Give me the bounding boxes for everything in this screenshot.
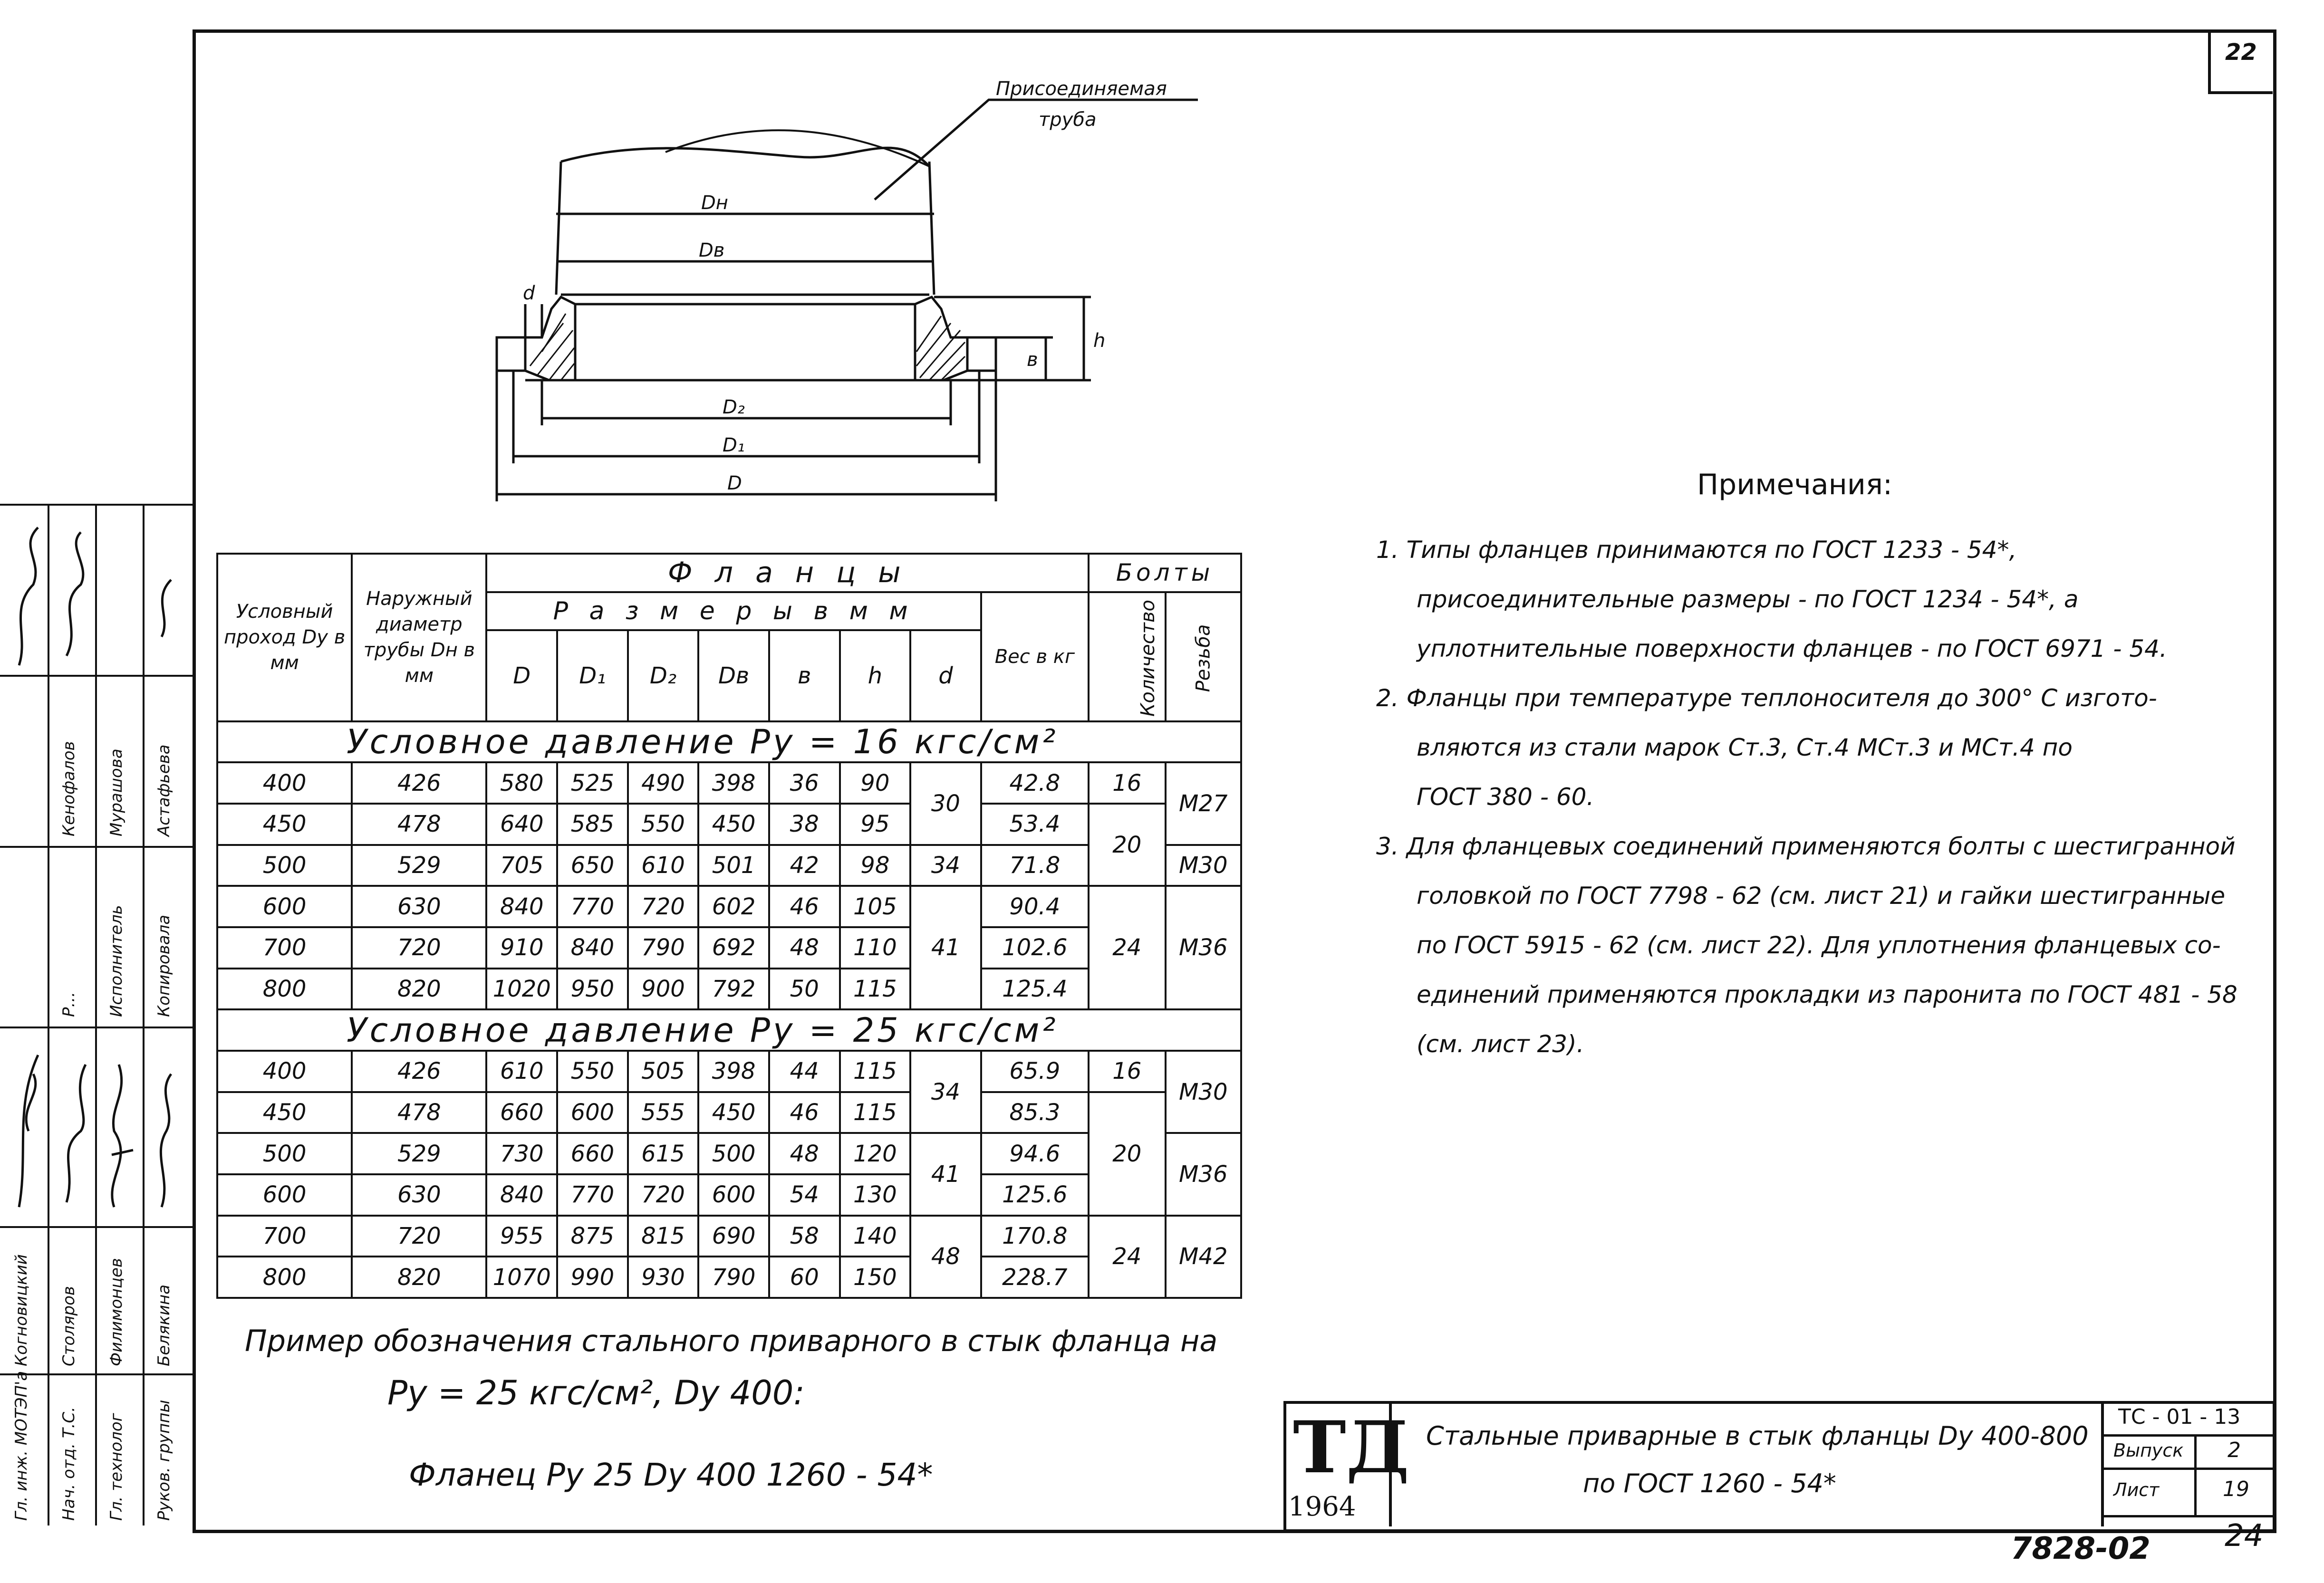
title-line-2: по ГОСТ 1260 - 54*: [1583, 1468, 1836, 1498]
table-row: 500 529 705 650 610 501 42 98 34 71.8 M30: [217, 845, 1241, 886]
signatures-upper: [0, 513, 193, 675]
dim-d1-label: D₁: [723, 434, 745, 456]
dim-d-label: D: [727, 472, 742, 494]
bottom-page: 24: [2225, 1518, 2264, 1554]
note-line: ГОСТ 380 - 60.: [1417, 783, 1594, 811]
table-row: 450 478 660 600 555 450 46 115 85.3 20: [217, 1092, 1241, 1133]
flanges-header: Ф л а н ц ы: [486, 554, 1089, 592]
stamp-role2: Копировала: [154, 914, 174, 1017]
note-line: головкой по ГОСТ 7798 - 62 (см. лист 21) и гайки шестигранные: [1417, 882, 2226, 910]
note-line: 1. Типы фланцев принимаются по ГОСТ 1233 - 54*,: [1376, 536, 2017, 564]
issue-value: 2: [2228, 1438, 2241, 1462]
stamp-role: Руков. группы: [154, 1400, 174, 1521]
dim-small-d-label: d: [523, 282, 535, 304]
stamp-role: Гл. технолог: [107, 1413, 126, 1521]
example-line-3: Фланец Py 25 Dy 400 1260 - 54*: [409, 1457, 933, 1493]
stamp-name2: Кенофалов: [59, 741, 78, 836]
note-line: уплотнительные поверхности фланцев - по ГОСТ 6971 - 54.: [1417, 635, 2167, 662]
dim-d2-label: D₂: [723, 396, 745, 418]
callout-label-line2: труба: [1039, 109, 1097, 131]
stamp-name2: Мурашова: [107, 748, 126, 836]
table-row: 400 426 610 550 505 398 44 115 34 65.9 16 M30: [217, 1051, 1241, 1092]
table-row: 800 820 1070 990 930 790 60 150 228.7: [217, 1257, 1241, 1298]
notes-title: Примечания:: [1697, 468, 1893, 501]
group1-title: Условное давление Py = 16 кгс/см²: [217, 721, 1241, 763]
col-weight-header: Вес в кг: [981, 592, 1089, 721]
logo-year: 1964: [1288, 1491, 1356, 1522]
sizes-header: Р а з м е р ы в м м: [486, 592, 981, 631]
doc-code: ТС - 01 - 13: [2118, 1405, 2241, 1429]
signatures-lower: [0, 1036, 193, 1226]
note-line: 3. Для фланцевых соединений применяются болты с шестигранной: [1376, 833, 2236, 860]
col-thread-header: Резьба: [1166, 592, 1242, 721]
table-row: 450 478 640 585 550 450 38 95 53.4 20: [217, 804, 1241, 845]
table-row: 400 426 580 525 490 398 36 90 30 42.8 16 M27: [217, 762, 1241, 804]
note-line: единений применяются прокладки из паронита по ГОСТ 481 - 58: [1417, 981, 2237, 1008]
sheet-value: 19: [2223, 1477, 2249, 1501]
dim-dv-label: Dв: [699, 240, 725, 261]
table-row: 500 529 730 660 615 500 48 120 41 94.6 M36: [217, 1133, 1241, 1174]
stamp-name: Белякина: [154, 1284, 174, 1366]
note-line: присоединительные размеры - по ГОСТ 1234 - 54*, а: [1417, 585, 2079, 613]
stamp-role2: Р...: [59, 992, 78, 1017]
stamp-role2: Исполнитель: [107, 905, 126, 1017]
note-line: (см. лист 23).: [1417, 1030, 1584, 1058]
stamp-name: Столяров: [59, 1286, 78, 1366]
sheet-corner-number: 22: [2225, 39, 2257, 66]
col-D: D: [486, 630, 557, 721]
table-row: 700 720 910 840 790 692 48 110 102.6: [217, 927, 1241, 969]
dim-b-label: в: [1027, 349, 1038, 371]
col-dn-header: Наружный диаметр трубы Dн в мм: [352, 554, 486, 721]
col-quantity-header: Количество: [1089, 592, 1166, 721]
code-box: [2101, 1401, 2273, 1526]
dim-dn-label: Dн: [701, 192, 728, 214]
group2-title: Условное давление Py = 25 кгс/см²: [217, 1009, 1241, 1051]
example-line-2: Py = 25 кгс/см², Dy 400:: [387, 1373, 805, 1412]
note-line: 2. Фланцы при температуре теплоносителя до 300° С изгото-: [1376, 684, 2157, 712]
col-D2: D₂: [628, 630, 699, 721]
table-row: 800 820 1020 950 900 792 50 115 125.4: [217, 969, 1241, 1010]
sheet-corner-box: [2208, 29, 2273, 94]
title-line-1: Стальные приварные в стык фланцы Dy 400-800: [1426, 1421, 2089, 1451]
bottom-code: 7828-02: [2011, 1531, 2150, 1566]
side-stamp: [0, 504, 193, 1525]
note-line: вляются из стали марок Ст.3, Ст.4 МСт.3 и МСт.4 по: [1417, 734, 2073, 761]
dim-h-label: h: [1093, 330, 1106, 352]
table-row: 700 720 955 875 815 690 58 140 48 170.8 24 M42: [217, 1216, 1241, 1257]
col-D1: D₁: [557, 630, 628, 721]
sheet-label: Лист: [2113, 1479, 2160, 1500]
logo-letters: ТД: [1293, 1406, 1409, 1489]
table-row: 600 630 840 770 720 600 54 130 125.6: [217, 1174, 1241, 1216]
stamp-name2: Астафьева: [154, 744, 174, 836]
stamp-role: Гл. инж. МОТЭП'а: [12, 1371, 31, 1521]
col-Dv: Dв: [698, 630, 769, 721]
issue-label: Выпуск: [2113, 1440, 2184, 1461]
flange-drawing: [466, 57, 1226, 523]
example-line-1: Пример обозначения стального приварного в стык фланца на: [245, 1324, 1218, 1358]
stamp-name: Когновицкий: [12, 1254, 31, 1366]
col-b: в: [769, 630, 840, 721]
flange-spec-table: [216, 553, 1242, 1299]
logo-box: [1283, 1401, 1409, 1526]
stamp-name: Филимонцев: [107, 1258, 126, 1366]
stamp-role: Нач. отд. Т.С.: [59, 1407, 78, 1521]
callout-label: Присоединяемая: [996, 78, 1167, 100]
table-row: 600 630 840 770 720 602 46 105 41 90.4 24 M36: [217, 886, 1241, 927]
col-h: h: [840, 630, 911, 721]
col-dy-header: Условный проход Dy в мм: [217, 554, 352, 721]
note-line: по ГОСТ 5915 - 62 (см. лист 22). Для уплотнения фланцевых со-: [1417, 931, 2221, 959]
bolts-header: Болты: [1089, 554, 1241, 592]
col-d: d: [910, 630, 981, 721]
